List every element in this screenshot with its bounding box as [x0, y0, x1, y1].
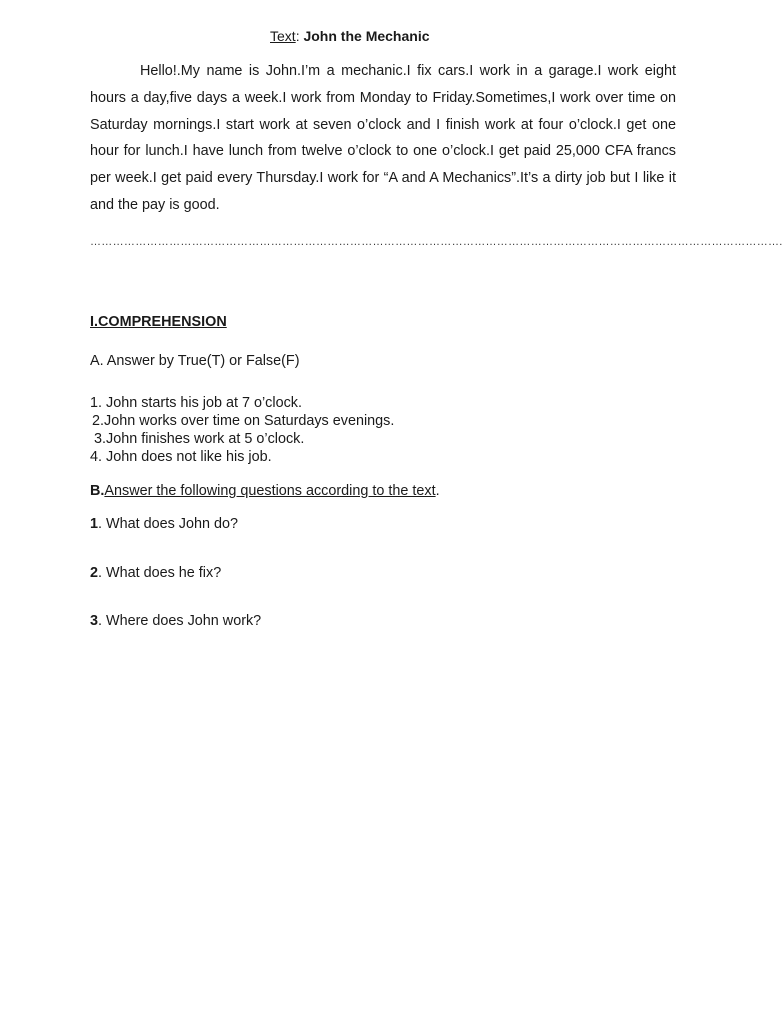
comprehension-heading: I.COMPREHENSION	[90, 314, 227, 330]
question-2	[90, 565, 221, 581]
true-false-list	[90, 394, 394, 466]
question-text: . What does John do?	[98, 516, 239, 532]
reading-passage: Hello!.My name is John.I’m a mechanic.I fix cars.I work in a garage.I work eight hours a day,five days a week.I work from Monday to Friday.Sometimes,I work over time on Saturday mornings.I start work at seven o’clock and I finish work at four o’clock.I get one hour for lunch.I have lunch from twelve o’clock to one o’clock.I get paid 25,000 CFA francs per week.I get paid every Thursday.I work for “A and A Mechanics”.It’s a dirty job but I like it and the pay is good.	[90, 63, 676, 213]
list-item: 3.John finishes work at 5 o’clock.	[94, 431, 305, 447]
question-number: 1	[90, 516, 99, 532]
part-b-instruction	[90, 483, 440, 499]
question-1	[90, 516, 238, 532]
part-a-instruction: A. Answer by True(T) or False(F)	[90, 353, 300, 369]
question-number: 3	[90, 613, 99, 629]
question-text: . What does he fix?	[98, 565, 222, 581]
list-item: 4. John does not like his job.	[90, 449, 272, 465]
part-b-letter: B.	[90, 483, 105, 499]
title-separator: :	[295, 28, 304, 44]
part-b-period: .	[435, 483, 440, 499]
list-item: 1. John starts his job at 7 o’clock.	[90, 395, 302, 411]
question-number: 2	[90, 565, 99, 581]
title-prefix: Text	[270, 28, 296, 44]
question-text: . Where does John work?	[98, 613, 262, 629]
list-item: 2.John works over time on Saturdays evenings.	[92, 413, 395, 429]
dotted-separator: ………………………………………………………………………………………………………………………………………………………………….	[90, 236, 783, 248]
document-title	[270, 27, 430, 45]
title-main: John the Mechanic	[303, 28, 430, 44]
question-3	[90, 613, 261, 629]
part-b-text: Answer the following questions according to the text	[104, 483, 436, 499]
